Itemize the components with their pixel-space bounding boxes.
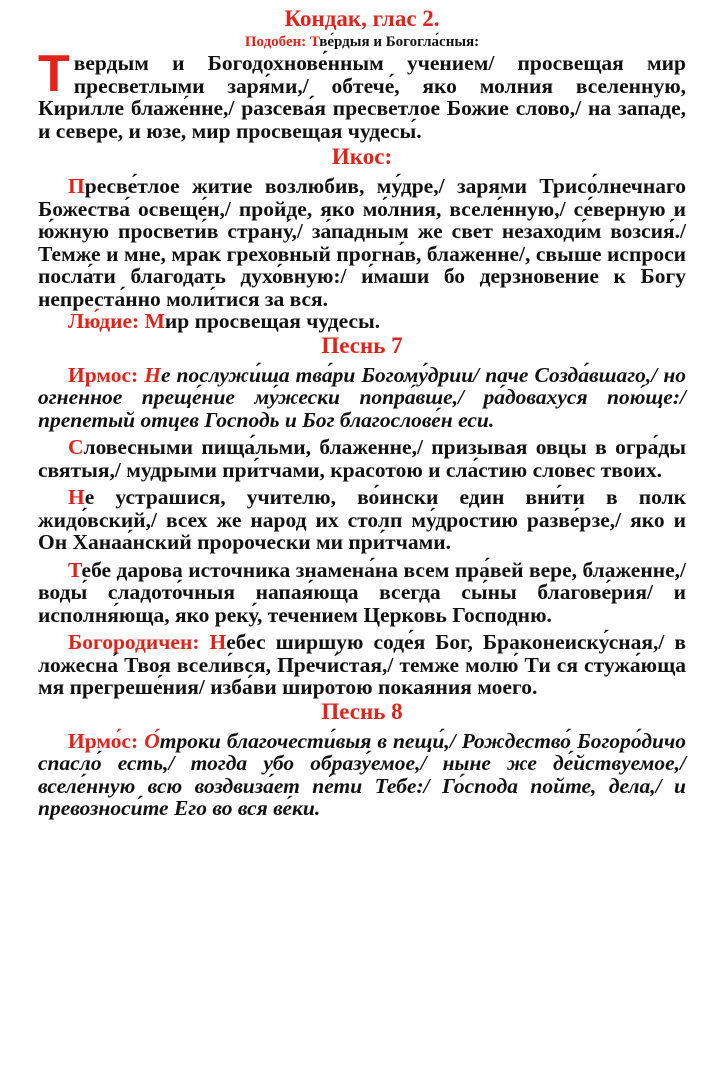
troparion-body: ловесными пища́льми, блаженне,/ призывая овцы в огра́ды святыя,/ мудрыми при́тчами, красотою и сла́стию словес твоих.: [38, 435, 686, 482]
kondak-body: вердым и Богодохнове́нным учением/ просвещая мир пресветлыми заря́ми,/ обтече́, яко молния вселенную, Кири́лле блаже́нне,/ разсева́я пресветлое Божие слово,/ на западе, и севере, и юзе, мир просвещая чудесы́.: [38, 51, 686, 143]
song7-troparion-1: [38, 436, 686, 481]
theotokion-initial: Н: [209, 630, 227, 654]
song8-irmos-initial: О́: [144, 728, 160, 753]
kondak-dropcap: Т: [38, 45, 70, 103]
song8-irmos-body: троки благочести́выя в пещи́,/ Рождество́ Богоро́дичо спасло́ есть,/ тогда убо образу́емое,/ ныне же де́йствуемое,/ вселе́нную всю воздвиза́ет пе́ти Тебе:/ Го́спода пойте, дела,/ и превозноси́те Его во вся ве́ки.: [38, 728, 686, 820]
song7-troparion-3: [38, 559, 686, 627]
lyudie-body: ир просвещая чудесы.: [164, 309, 381, 333]
song7-irmos-label: Ирмос:: [68, 362, 139, 387]
ikos-initial: П: [68, 174, 85, 198]
ikos-body: ресве́тлое житие возлюбив, му́дре,/ зарями Трисо́лнечнаго Божества́ освеще́н,/ пройде, яко мо́лния, вселе́нную,/ се́верную и ю́жную просвети́в страну́,/ за́падным же свет незаходи́м возсия́./ Темже и мне, мрак греховный прогна́в, блаженне/, свыше испроси посла́ти благодать духо́вную:/ и́маши бо дерзновение к Богу непреста́нно моли́тися за вся.: [38, 174, 686, 311]
troparion-initial: С: [68, 435, 84, 459]
kondak-heading: Кондак, глас 2.: [284, 6, 440, 31]
song7-irmos-body: е послужи́ша тва́ри Богому́дрии/ паче Созда́вшаго,/ но огненное преще́ние му́жески попра́вше,/ ра́довахуся пою́ще:/ препетый отцев Господь и Бог благослове́н еси.: [38, 362, 686, 432]
ikos-heading: Икос:: [331, 144, 393, 169]
podoben-line: [38, 32, 686, 52]
song7-irmos: [38, 364, 686, 432]
podoben-text: ве́рдыя и Богогла́сныя:: [319, 34, 480, 50]
lyudie-initial: М: [144, 309, 165, 333]
troparion-initial: Т: [68, 557, 82, 582]
song8-irmos-label: Ирмо́с:: [68, 728, 139, 753]
song8-heading: Песнь 8: [321, 698, 403, 724]
lyudie-line: [38, 310, 686, 333]
song7-theotokion: [38, 631, 686, 699]
song8-irmos: [38, 730, 686, 820]
theotokion-label: Богородичен:: [68, 630, 200, 654]
ikos-text: [38, 175, 686, 310]
podoben-initial: Т: [310, 34, 320, 50]
troparion-body: ебе дарова источника знамена́на всем пра́вей вере, блаженне,/ воды́ сладото́чныя напая́юща всегда сы́ны благове́рия/ и исполня́юща, яко реку́, течением Церковь Господню.: [38, 557, 686, 627]
kondak-text: [38, 45, 686, 143]
song7-irmos-initial: Н: [144, 362, 161, 387]
podoben-label: Подобен:: [244, 34, 307, 50]
lyudie-label: Лю́дие:: [68, 309, 140, 333]
troparion-initial: Н: [68, 485, 85, 509]
song7-troparion-2: [38, 486, 686, 554]
song7-heading: Песнь 7: [321, 332, 403, 358]
liturgical-page: [38, 6, 686, 820]
theotokion-body: ебес ширшую соде́я Бог, Браконеиску́сная,/ в ложесна́ Твоя всели́вся, Пречи́стая,/ темже молю́ Ти ся стужа́юща мя прегреше́ния/ изба́ви широтою покаяния моего.: [38, 630, 686, 699]
troparion-body: е устрашися, учителю, во́ински един вни́ти в полк жидо́вский,/ всех же народ их столп му́дростию разве́рзе,/ яко и Он Ханаа́нский пророчески ми при́тчами.: [38, 485, 686, 554]
